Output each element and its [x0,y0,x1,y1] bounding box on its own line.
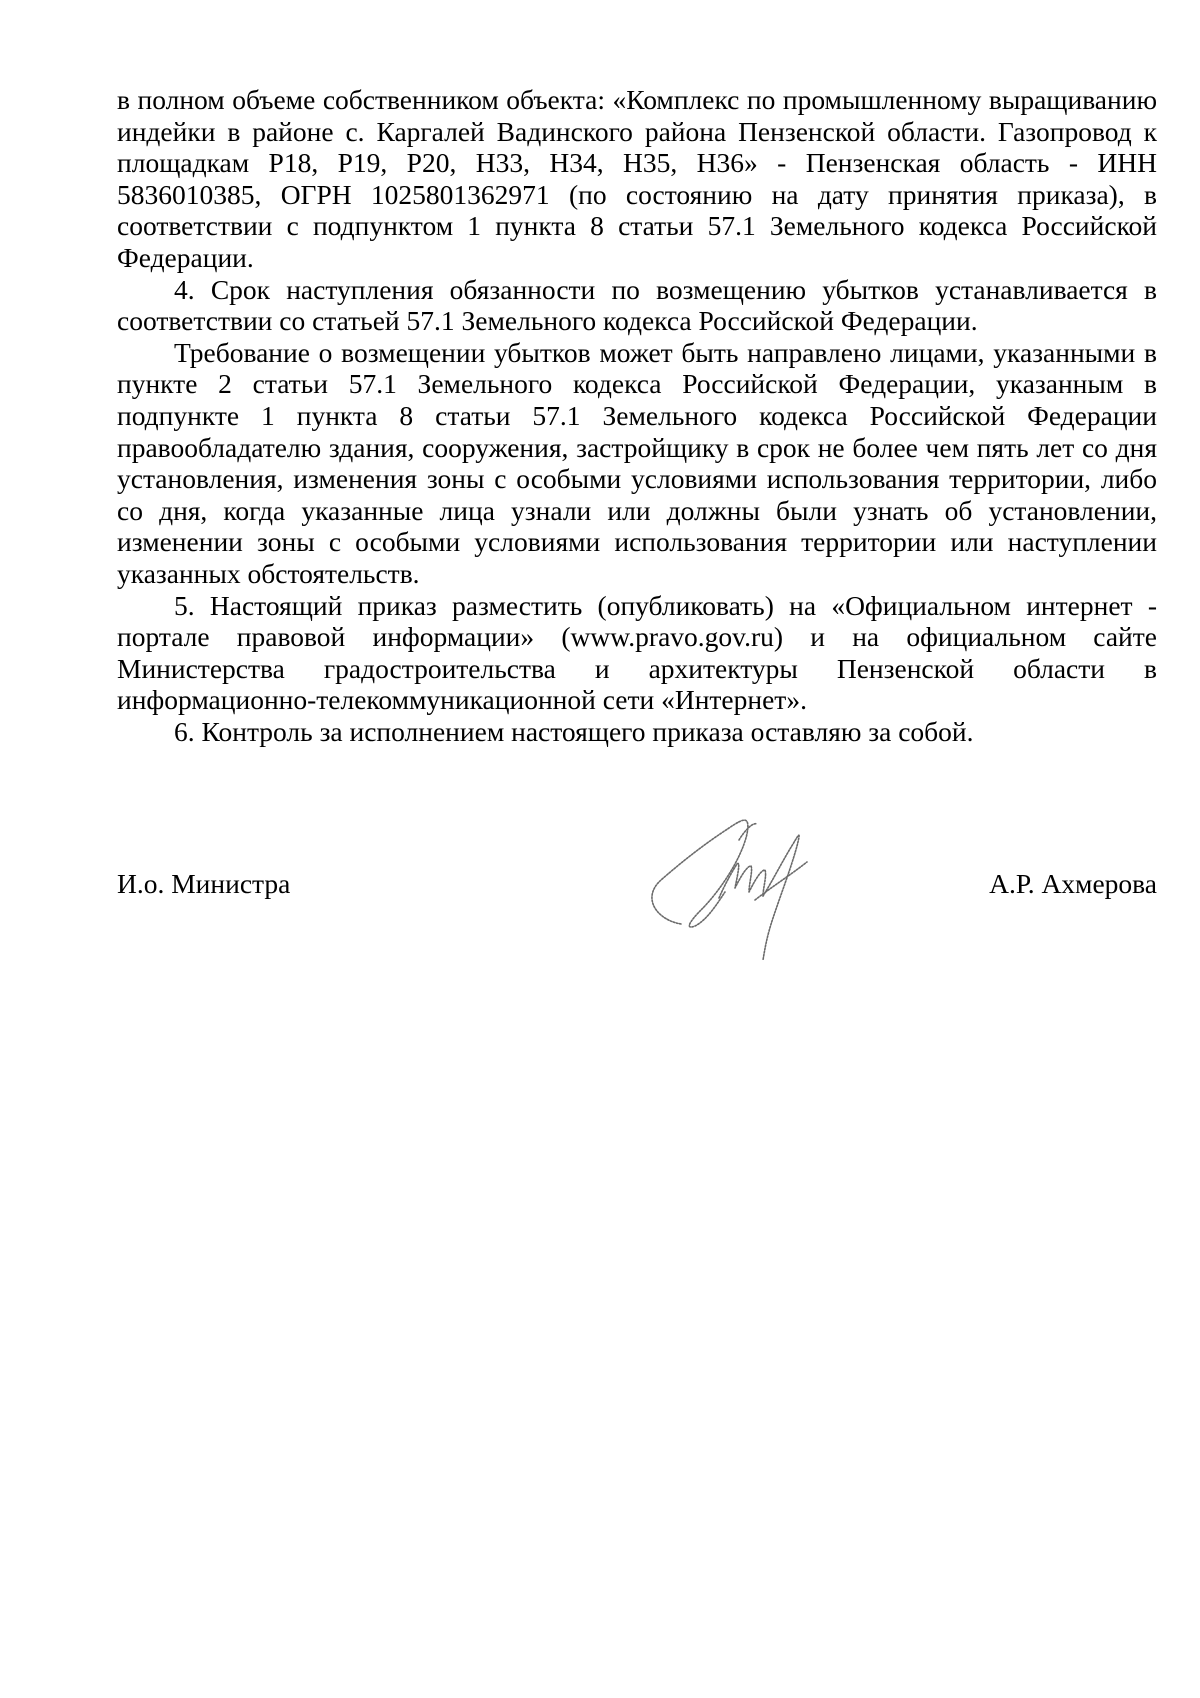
signature-block [117,800,1157,960]
handwritten-signature [637,800,837,960]
paragraph-continuation: в полном объеме собственником объекта: «Комплекс по промышленному выращиванию индейки в районе с. Каргалей Вадинского района Пензенской области. Газопровод к площадкам Р18, Р19, Р20, Н33, Н34, Н35, Н36» - Пензенская область - ИНН 5836010385, ОГРН 1025801362971 (по состоянию на дату принятия приказа), в соответствии с подпунктом 1 пункта 8 статьи 57.1 Земельного кодекса Российской Федерации. [117,84,1157,273]
paragraph-item-5: 5. Настоящий приказ разместить (опубликовать) на «Официальном интернет - портале правовой информации» (www.pravo.gov.ru) и на официальном сайте Министерства градостроительства и архитектуры Пензенской области в информационно-телекоммуникационной сети «Интернет». [117,589,1157,716]
paragraph-item-4: 4. Срок наступления обязанности по возмещению убытков устанавливается в соответствии со статьей 57.1 Земельного кодекса Российской Федерации. [117,273,1157,337]
paragraph-damages-claim: Требование о возмещении убытков может быть направлено лицами, указанными в пункте 2 статьи 57.1 Земельного кодекса Российской Федерации, указанным в подпункте 1 пункта 8 статьи 57.1 Земельного кодекса Российской Федерации правообладателю здания, сооружения, застройщику в срок не более чем пять лет со дня установления, изменения зоны с особыми условиями использования территории, либо со дня, когда указанные лица узнали или должны были узнать об установлении, изменении зоны с особыми условиями использования территории или наступлении указанных обстоятельств. [117,336,1157,589]
document-body [117,84,1157,747]
paragraph-item-6: 6. Контроль за исполнением настоящего приказа оставляю за собой. [174,715,974,747]
signatory-role: И.о. Министра [117,868,291,899]
signatory-name: А.Р. Ахмерова [989,868,1157,899]
